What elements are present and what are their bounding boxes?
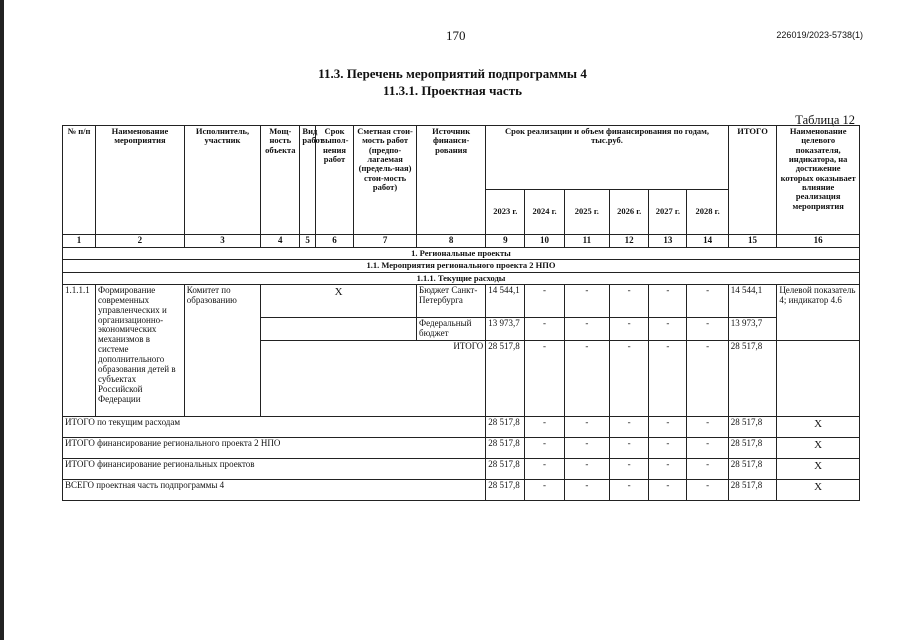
value-2028: - (687, 437, 728, 458)
header-term: Срок выпол-нения работ (315, 126, 353, 235)
value-2026: - (610, 479, 649, 500)
funding-source: Федеральный бюджет (417, 317, 486, 340)
value-total: 13 973,7 (728, 317, 777, 340)
value-2023: 28 517,8 (486, 479, 525, 500)
value-total: 14 544,1 (728, 284, 777, 317)
funding-source: Бюджет Санкт-Петербурга (417, 284, 486, 317)
value-2025: - (564, 284, 609, 317)
row-number: 1.1.1.1 (63, 284, 96, 416)
header-cost: Сметная стои-мость работ (предпо-лагаемая (предель-ная) стои-мость работ) (354, 126, 417, 235)
value-2023: 13 973,7 (486, 317, 525, 340)
value-2025: - (564, 416, 609, 437)
blank-cell (261, 317, 417, 340)
col-number: 9 (486, 235, 525, 248)
col-number: 6 (315, 235, 353, 248)
total-label: ИТОГО финансирование регионального проекта 2 НПО (63, 437, 486, 458)
header-period: Срок реализации и объем финансирования по годам, тыс.руб. (486, 126, 729, 190)
col-number: 12 (610, 235, 649, 248)
total-row (63, 479, 860, 500)
value-2027: - (649, 479, 687, 500)
value-total: 28 517,8 (728, 479, 777, 500)
value-2028: - (687, 416, 728, 437)
blank-cell (777, 340, 860, 416)
measures-table (62, 125, 860, 501)
section-row: 1.1.1. Текущие расходы (63, 272, 860, 284)
col-number: 4 (261, 235, 300, 248)
header-year: 2024 г. (525, 190, 564, 235)
value-2028: - (687, 479, 728, 500)
value-2027: - (649, 284, 687, 317)
col-number: 7 (354, 235, 417, 248)
page-number: 170 (446, 28, 466, 43)
value-2027: - (649, 317, 687, 340)
target-mark: X (777, 479, 860, 500)
header-total: ИТОГО (728, 126, 777, 235)
value-2028: - (687, 458, 728, 479)
value-2027: - (649, 458, 687, 479)
col-number: 8 (417, 235, 486, 248)
header-no: № п/п (63, 126, 96, 235)
value-2025: - (564, 437, 609, 458)
value-2023: 28 517,8 (486, 437, 525, 458)
col-number: 10 (525, 235, 564, 248)
value-2025: - (564, 340, 609, 416)
total-label: ВСЕГО проектная часть подпрограммы 4 (63, 479, 486, 500)
value-2026: - (610, 340, 649, 416)
col-number: 1 (63, 235, 96, 248)
table-row (63, 284, 860, 317)
section-row: 1. Региональные проекты (63, 247, 860, 259)
value-2024: - (525, 340, 564, 416)
value-2026: - (610, 416, 649, 437)
value-2028: - (687, 340, 728, 416)
target-mark: X (777, 437, 860, 458)
header-executor: Исполнитель, участник (184, 126, 260, 235)
header-source: Источник финанси-рования (417, 126, 486, 235)
header-name: Наименование мероприятия (96, 126, 185, 235)
value-2023: 28 517,8 (486, 340, 525, 416)
header-work-type: Вид работ (300, 126, 315, 235)
col-number: 11 (564, 235, 609, 248)
target-mark: X (777, 416, 860, 437)
header-target: Наименование целевого показателя, индикатора, на достижение которых оказывает влияние реализация мероприятия (777, 126, 860, 235)
measure-name: Формирование современных управленческих и организационно-экономических механизмов в системе дополнительного образования детей в субъектах Российской Федерации (96, 284, 185, 416)
value-2025: - (564, 458, 609, 479)
value-2025: - (564, 479, 609, 500)
value-total: 28 517,8 (728, 340, 777, 416)
col-number: 5 (300, 235, 315, 248)
col-number: 16 (777, 235, 860, 248)
total-row (63, 416, 860, 437)
value-2028: - (687, 284, 728, 317)
value-total: 28 517,8 (728, 458, 777, 479)
section-title: 11.3. Перечень мероприятий подпрограммы 4 (318, 66, 587, 81)
col-number: 3 (184, 235, 260, 248)
header-year: 2028 г. (687, 190, 728, 235)
header-year: 2023 г. (486, 190, 525, 235)
header-year: 2027 г. (649, 190, 687, 235)
value-2023: 14 544,1 (486, 284, 525, 317)
value-2024: - (525, 437, 564, 458)
value-2027: - (649, 416, 687, 437)
header-year: 2025 г. (564, 190, 609, 235)
executor: Комитет по образованию (184, 284, 260, 416)
value-total: 28 517,8 (728, 416, 777, 437)
value-2026: - (610, 317, 649, 340)
value-total: 28 517,8 (728, 437, 777, 458)
total-label: ИТОГО финансирование региональных проектов (63, 458, 486, 479)
row-total-label: ИТОГО (261, 340, 486, 416)
col-number: 15 (728, 235, 777, 248)
value-2026: - (610, 284, 649, 317)
header-year: 2026 г. (610, 190, 649, 235)
value-2024: - (525, 479, 564, 500)
table-label: Таблица 12 (795, 113, 855, 127)
col-number: 14 (687, 235, 728, 248)
target-indicator: Целевой показатель 4; индикатор 4.6 (777, 284, 860, 340)
value-2027: - (649, 437, 687, 458)
value-2028: - (687, 317, 728, 340)
value-2026: - (610, 458, 649, 479)
total-label: ИТОГО по текущим расходам (63, 416, 486, 437)
value-2024: - (525, 416, 564, 437)
total-row (63, 437, 860, 458)
cost-mark: X (261, 284, 417, 317)
value-2026: - (610, 437, 649, 458)
value-2025: - (564, 317, 609, 340)
total-row (63, 458, 860, 479)
document-id: 226019/2023-5738(1) (776, 30, 863, 40)
value-2027: - (649, 340, 687, 416)
header-power: Мощ-ность объекта (261, 126, 300, 235)
col-number: 2 (96, 235, 185, 248)
subsection-title: 11.3.1. Проектная часть (383, 83, 522, 98)
value-2023: 28 517,8 (486, 416, 525, 437)
value-2023: 28 517,8 (486, 458, 525, 479)
value-2024: - (525, 458, 564, 479)
value-2024: - (525, 284, 564, 317)
target-mark: X (777, 458, 860, 479)
col-number: 13 (649, 235, 687, 248)
value-2024: - (525, 317, 564, 340)
section-row: 1.1. Мероприятия регионального проекта 2 НПО (63, 260, 860, 272)
